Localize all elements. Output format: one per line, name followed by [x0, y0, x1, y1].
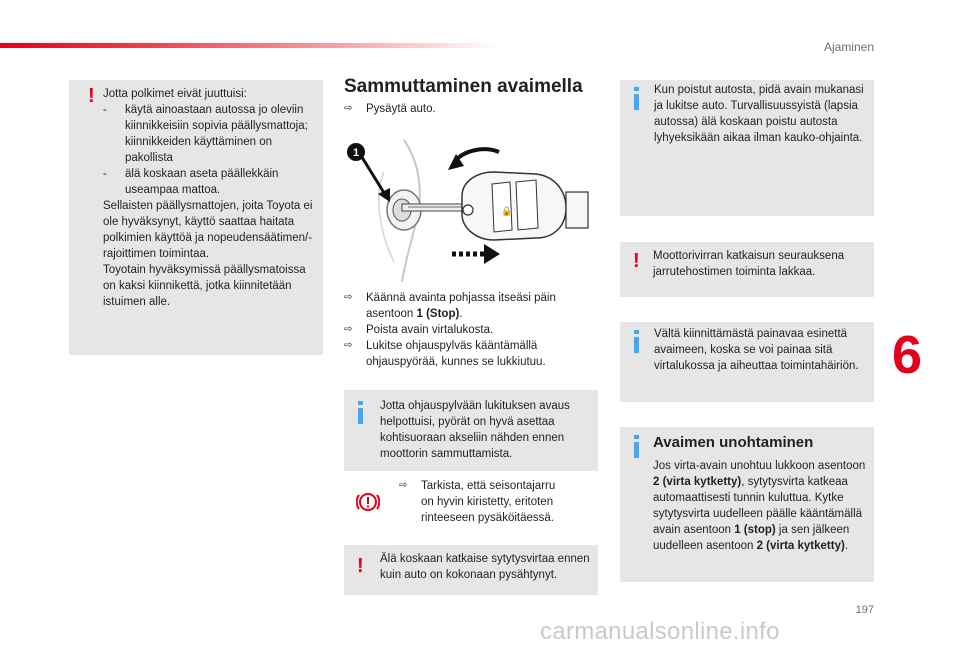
text-run: Jos virta-avain unohtuu lukkoon asentoon [653, 460, 866, 472]
info-icon [634, 94, 639, 110]
info-icon [358, 408, 363, 424]
brake-booster-warning-box [620, 242, 874, 297]
step-item [344, 101, 594, 117]
info-text: Jotta ohjauspylvään lukituksen avaus helpottuisi, pyörät on hyvä asettaa kohtisuoraan akseliin nähden ennen moottorin sammuttamista. [380, 400, 570, 460]
warning-paragraph: Sellaisten päällysmattojen, joita Toyota ei ole hyväksynyt, käyttö saattaa haitata polkimien käyttöä ja nopeudensäätimen/-rajoittimen toimintaa. [103, 200, 313, 260]
arrow-bullet-icon: ⇨ [344, 292, 353, 303]
list-item-text: älä koskaan aseta päällekkäin useampaa mattoa. [125, 168, 279, 196]
text-run-bold: 2 (virta kytketty) [756, 540, 845, 552]
watermark: carmanualsonline.info [540, 618, 780, 645]
dash-marker: - [103, 168, 107, 180]
forgotten-key-box [620, 427, 874, 582]
text-run: , sytytysvirta katkeaa automaattisesti tunnin kuluttua. Kytke sytytysvirta uudelleen päälle kääntämällä avain asentoon [653, 476, 863, 536]
warning-paragraph: Toyotain hyväksymissä päällysmatoissa on kaksi kiinnikettä, jotka kiinnitetään istuimen alle. [103, 264, 306, 308]
heavy-object-info-box [620, 322, 874, 402]
ignition-warning-box [344, 545, 598, 595]
forgotten-key-text [653, 458, 869, 554]
step-text: Käännä avainta pohjassa itseäsi päin asentoon [366, 292, 556, 320]
step-text: Poista avain virtalukosta. [366, 324, 494, 336]
warning-intro: Jotta polkimet eivät juuttuisi: [103, 88, 247, 100]
exclamation-icon: ! [357, 555, 364, 577]
list-item [103, 166, 319, 198]
step-text: . [459, 308, 463, 320]
page-number: 197 [855, 604, 874, 616]
info-icon [634, 442, 639, 458]
step-item [344, 290, 594, 322]
arrow-bullet-icon: ⇨ [344, 340, 353, 351]
section-label: Ajaminen [823, 40, 874, 54]
pedal-mat-warning-box [69, 80, 323, 355]
warning-text: Älä koskaan katkaise sytytysvirtaa ennen kuin auto on kokonaan pysähtynyt. [380, 553, 590, 581]
exclamation-icon: ! [88, 85, 95, 107]
chapter-number: 6 [892, 325, 923, 385]
info-text: Kun poistut autosta, pidä avain mukanasi ja lukitse auto. Turvallisuussyistä (lapsia autossa) älä koskaan poistu autosta lyhyeksikään aikaa ilman kauko-ohjainta. [654, 84, 864, 144]
info-text: Vältä kiinnittämästä painavaa esinettä avaimeen, koska se voi painaa sitä virtalukossa ja aiheuttaa toimintahäiriön. [654, 328, 859, 372]
step-text-bold: 1 (Stop) [416, 308, 460, 320]
step-text: Lukitse ohjauspylväs kääntämällä ohjauspyörää, kunnes se lukkiutuu. [366, 340, 546, 368]
list-item [103, 102, 319, 166]
key-removal-illustration [344, 132, 596, 282]
brake-warning-icon [356, 490, 380, 514]
info-icon [634, 337, 639, 353]
list-item-text: käytä ainoastaan autossa jo oleviin kiinnikkeisiin sopivia päällysmattoja; kiinnikkeiden käyttäminen on pakollista [125, 104, 308, 164]
leave-car-info-box [620, 80, 874, 216]
step-text: Tarkista, että seisontajarru on hyvin kiristetty, eritoten rinteeseen pysäköitäessä. [421, 480, 556, 524]
text-run-bold: 2 (virta kytketty) [653, 476, 742, 488]
warning-text: Moottorivirran katkaisun seurauksena jarrutehostimen toiminta lakkaa. [653, 250, 845, 278]
callout-number: 1 [353, 147, 360, 159]
dash-marker: - [103, 104, 107, 116]
section-title: Sammuttaminen avaimella [344, 76, 583, 97]
text-run: ja sen jälkeen uudelleen asentoon [653, 524, 850, 552]
forgotten-key-title: Avaimen unohtaminen [653, 434, 814, 451]
arrow-bullet-icon: ⇨ [344, 324, 353, 335]
svg-text:🔒: 🔒 [501, 207, 513, 217]
exclamation-icon: ! [633, 250, 640, 272]
text-run-bold: 1 (stop) [734, 524, 776, 536]
parking-brake-box [344, 474, 598, 544]
arrow-bullet-icon: ⇨ [399, 480, 408, 491]
step-item [344, 338, 594, 370]
step-item [399, 478, 569, 526]
step-text: Pysäytä auto. [366, 103, 436, 115]
arrow-bullet-icon: ⇨ [344, 103, 353, 114]
text-run: . [844, 540, 849, 552]
header-color-bar [0, 43, 500, 48]
step-item [344, 322, 594, 338]
steering-lock-info-box [344, 390, 598, 471]
